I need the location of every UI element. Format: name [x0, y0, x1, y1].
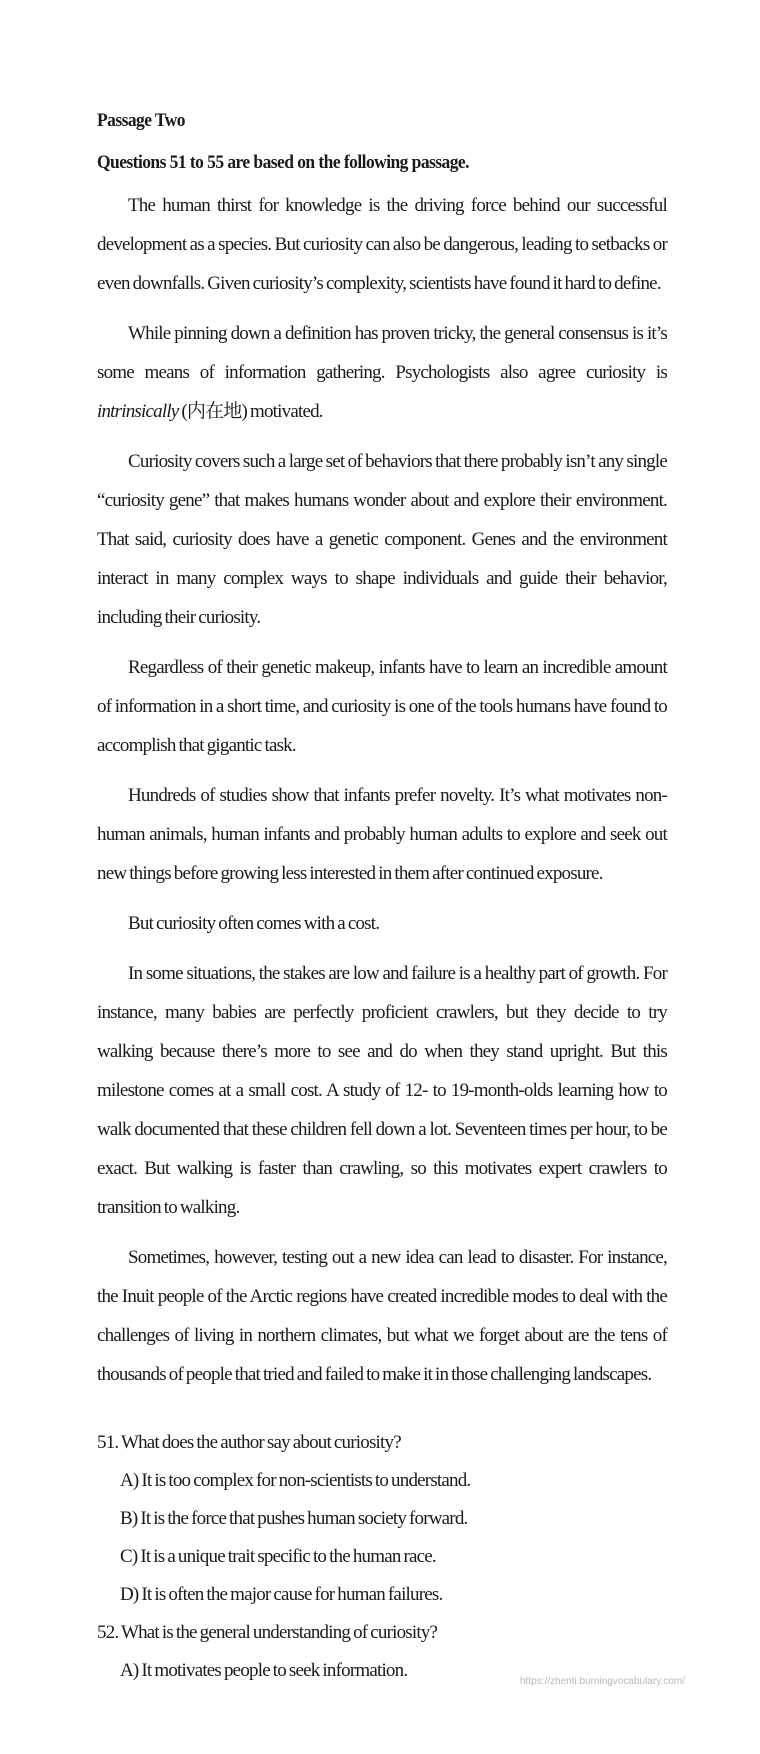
question-option-a: A) It motivates people to seek information. — [120, 1660, 408, 1681]
question-option-d: D) It is often the major cause for human failures. — [120, 1584, 443, 1605]
paragraph-1: The human thirst for knowledge is the driving force behind our successful development as a species. But curiosity can also be dangerous, leading to setbacks or even downfalls. Given curiosity’s complexity, scientists have found it hard to define. — [97, 195, 667, 294]
question-51 — [97, 1424, 667, 1614]
passage-instruction: Questions 51 to 55 are based on the following passage. — [97, 152, 469, 173]
question-option-c: C) It is a unique trait specific to the human race. — [120, 1546, 436, 1567]
paragraph-8: Sometimes, however, testing out a new idea can lead to disaster. For instance, the Inuit people of the Arctic regions have created incredible modes to deal with the challenges of living in northern climates, but what we forget about are the tens of thousands of people that tried and failed to make it in those challenging landscapes. — [97, 1247, 667, 1385]
paragraph-5: Hundreds of studies show that infants prefer novelty. It’s what motivates non-human animals, human infants and probably human adults to explore and seek out new things before growing less interested in them after continued exposure. — [97, 785, 667, 884]
paragraph-7: In some situations, the stakes are low and failure is a healthy part of growth. For instance, many babies are perfectly proficient crawlers, but they decide to try walking because there’s more to see and do when they stand upright. But this milestone comes at a small cost. A study of 12- to 19-month-olds learning how to walk documented that these children fell down a lot. Seventeen times per hour, to be exact. But walking is faster than crawling, so this motivates expert crawlers to transition to walking. — [97, 963, 667, 1218]
question-stem: 52. What is the general understanding of curiosity? — [97, 1622, 438, 1643]
question-option-a: A) It is too complex for non-scientists to understand. — [120, 1470, 471, 1491]
question-stem: 51. What does the author say about curiosity? — [97, 1432, 401, 1453]
passage-page — [97, 100, 667, 1690]
source-watermark: https://zhenti.burningvocabulary.com/ — [520, 1676, 685, 1687]
paragraph-2-text-after: (内在地) motivated. — [178, 401, 323, 422]
passage-title: Passage Two — [97, 110, 185, 131]
paragraph-2-text-before: While pinning down a definition has proven tricky, the general consensus is it’s some means of information gathering. Psychologists also agree curiosity is — [97, 323, 667, 383]
question-list — [97, 1424, 667, 1690]
paragraph-4: Regardless of their genetic makeup, infants have to learn an incredible amount of information in a short time, and curiosity is one of the tools humans have found to accomplish that gigantic task. — [97, 657, 667, 756]
paragraph-2 — [97, 314, 667, 431]
paragraph-3: Curiosity covers such a large set of behaviors that there probably isn’t any single “curiosity gene” that makes humans wonder about and explore their environment. That said, curiosity does have a genetic component. Genes and the environment interact in many complex ways to shape individuals and guide their behavior, including their curiosity. — [97, 451, 667, 628]
paragraph-2-italic-term: intrinsically — [97, 401, 179, 422]
paragraph-6: But curiosity often comes with a cost. — [128, 913, 380, 934]
question-option-b: B) It is the force that pushes human society forward. — [120, 1508, 468, 1529]
